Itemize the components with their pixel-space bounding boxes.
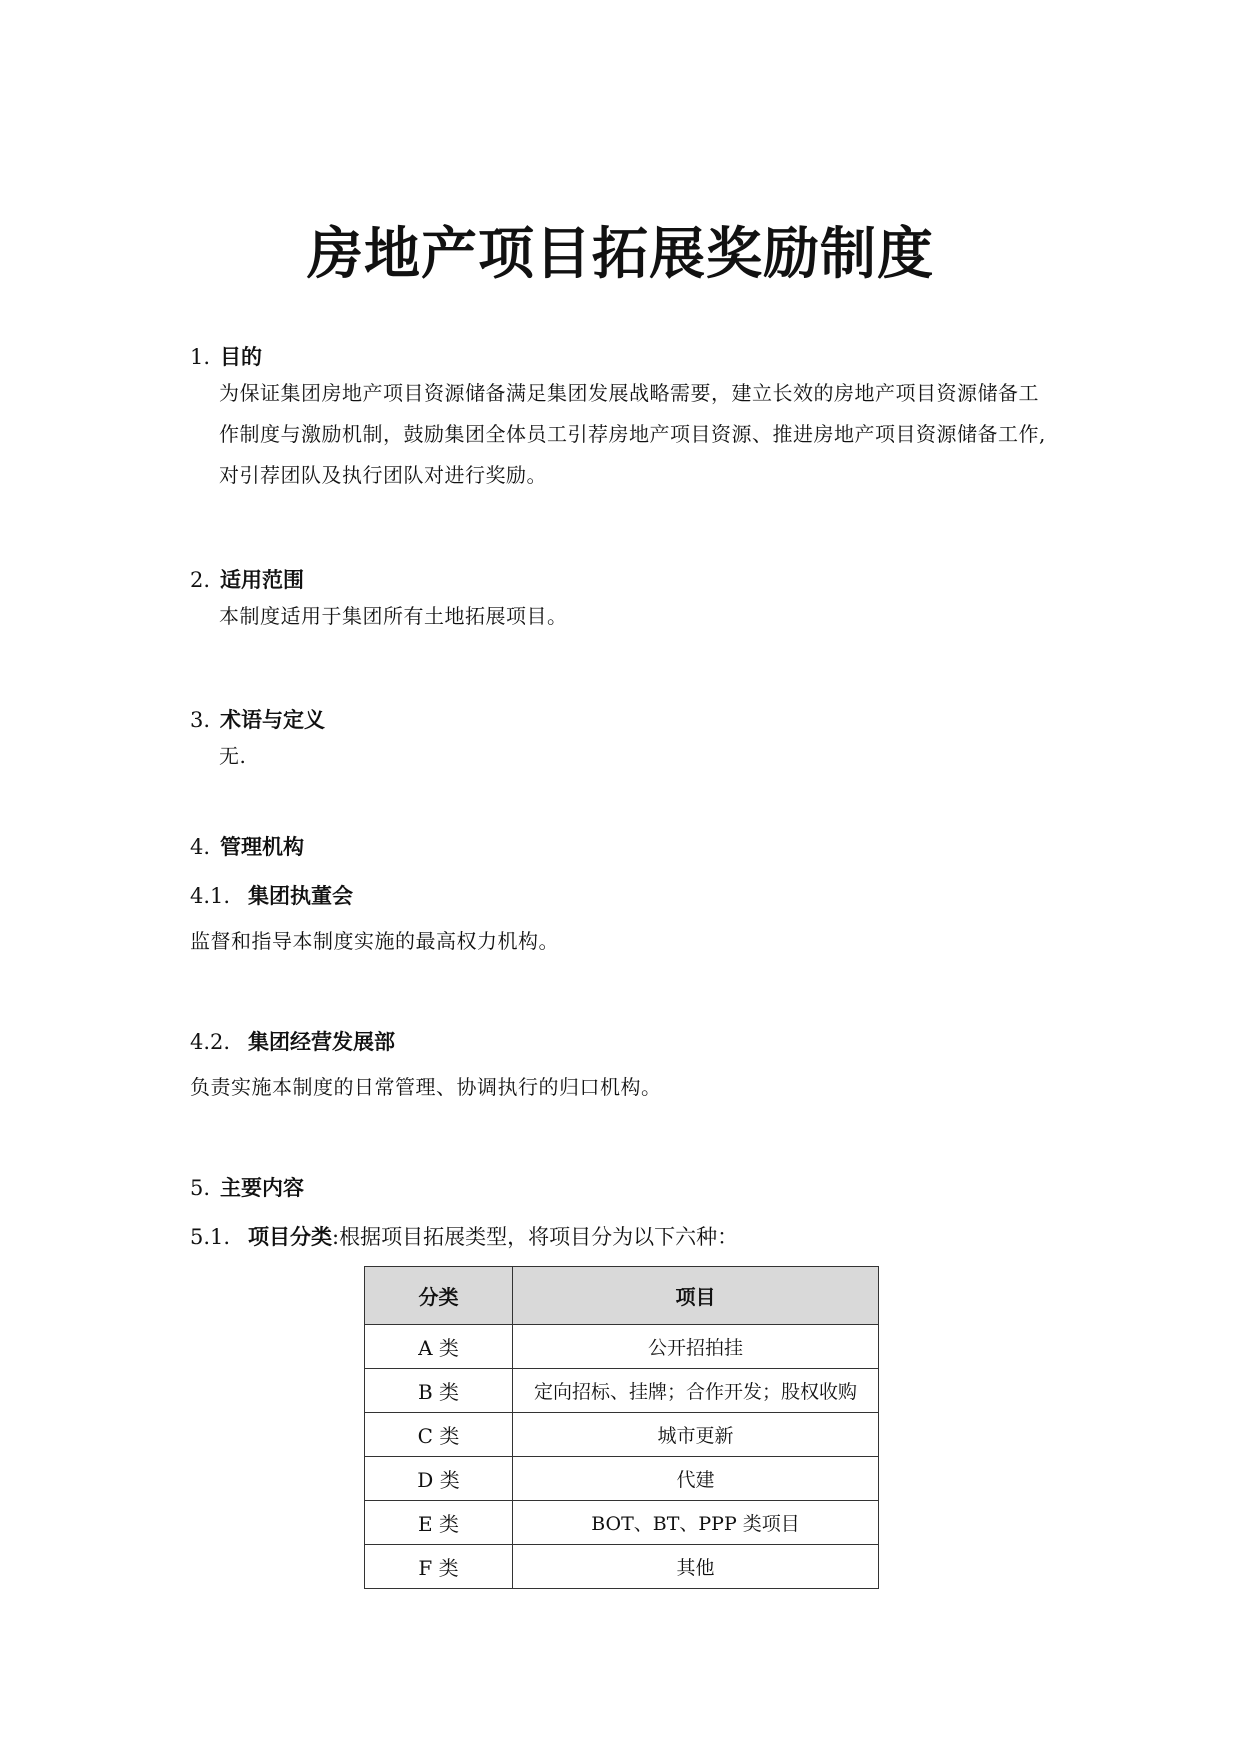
section-title: 主要内容: [220, 1176, 304, 1200]
table-cell-project: 公开招拍挂: [513, 1325, 879, 1369]
section-3-heading: [190, 704, 325, 734]
table-cell-project: 定向招标、挂牌；合作开发；股权收购: [513, 1369, 879, 1413]
table-cell-project: 其他: [513, 1545, 879, 1589]
table-row: [365, 1413, 879, 1457]
column-header-project: 项目: [513, 1267, 879, 1325]
table-row: [365, 1457, 879, 1501]
section-2-heading: [190, 564, 304, 594]
section-4-2-heading: [190, 1026, 395, 1056]
table-cell-project: BOT、BT、PPP 类项目: [513, 1501, 879, 1545]
table-cell-category: C 类: [365, 1413, 513, 1457]
table-cell-project: 代建: [513, 1457, 879, 1501]
table-header-row: [365, 1267, 879, 1325]
section-title: 集团经营发展部: [248, 1030, 395, 1054]
section-number: 4.: [190, 835, 211, 859]
section-title: 集团执董会: [248, 884, 353, 908]
section-4-1-heading: [190, 880, 353, 910]
section-title: 术语与定义: [220, 708, 325, 732]
section-4-1-text: 监督和指导本制度实施的最高权力机构。: [190, 929, 559, 953]
table-row: [365, 1369, 879, 1413]
section-number: 4.1.: [190, 884, 231, 908]
category-table: [364, 1266, 879, 1589]
table-row: [365, 1501, 879, 1545]
section-title: 项目分类: [248, 1225, 332, 1249]
table-cell-category: D 类: [365, 1457, 513, 1501]
section-4-2-text: 负责实施本制度的日常管理、协调执行的归口机构。: [190, 1075, 662, 1099]
section-title: 管理机构: [220, 835, 304, 859]
table-cell-category: E 类: [365, 1501, 513, 1545]
section-number: 2.: [190, 568, 211, 592]
section-5-1-heading: [190, 1221, 738, 1251]
section-4-heading: [190, 831, 304, 861]
section-1-heading: [190, 341, 262, 371]
table-cell-category: B 类: [365, 1369, 513, 1413]
section-title: 目的: [220, 345, 262, 369]
table-cell-category: F 类: [365, 1545, 513, 1589]
section-number: 4.2.: [190, 1030, 231, 1054]
section-3-text: 无.: [219, 744, 247, 768]
table-cell-project: 城市更新: [513, 1413, 879, 1457]
section-title: 适用范围: [220, 568, 304, 592]
section-number: 1.: [190, 345, 211, 369]
section-1-text: 为保证集团房地产项目资源储备满足集团发展战略需要，建立长效的房地产项目资源储备工作制度与激励机制，鼓励集团全体员工引荐房地产项目资源、推进房地产项目资源储备工作,对引荐团队及执行团队对进行奖励。: [219, 381, 1046, 487]
table-row: [365, 1545, 879, 1589]
column-header-category: 分类: [365, 1267, 513, 1325]
table-cell-category: A 类: [365, 1325, 513, 1369]
section-5-heading: [190, 1172, 304, 1202]
table-row: [365, 1325, 879, 1369]
section-number: 5.1.: [190, 1225, 231, 1249]
section-number: 5.: [190, 1176, 211, 1200]
section-5-1-text: :根据项目拓展类型，将项目分为以下六种：: [332, 1225, 739, 1249]
section-2-text: 本制度适用于集团所有土地拓展项目。: [219, 604, 568, 628]
document-title: 房地产项目拓展奖励制度: [307, 222, 934, 287]
section-number: 3.: [190, 708, 211, 732]
